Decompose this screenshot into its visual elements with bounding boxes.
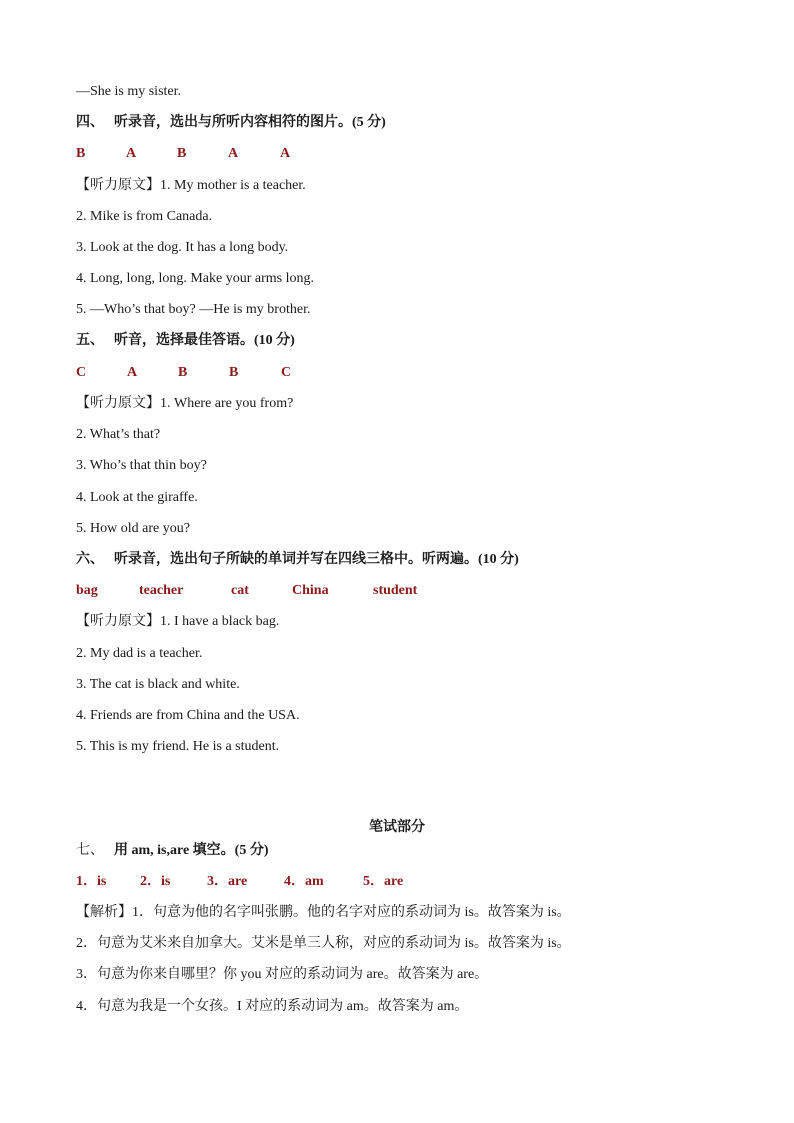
transcript-line: 3. The cat is black and white.	[76, 677, 240, 692]
answer: 2．is	[140, 874, 171, 889]
section5-number: 五、	[76, 333, 104, 348]
transcript-line: 5. This is my friend. He is a student.	[76, 739, 280, 754]
section4-heading	[76, 114, 386, 132]
section7-answers	[76, 873, 476, 891]
transcript-line: 4. Look at the giraffe.	[76, 490, 198, 505]
transcript-line: 3. Look at the dog. It has a long body.	[76, 240, 289, 255]
analysis-line: 3．句意为你来自哪里？你 you 对应的系动词为 are。故答案为 are。	[76, 967, 489, 982]
answer: B	[76, 146, 86, 161]
answer: student	[373, 583, 418, 598]
section4-title: 听录音，选出与所听内容相符的图片。(5 分)	[114, 115, 386, 130]
analysis-line: 4．句意为我是一个女孩。I 对应的系动词为 am。故答案为 am。	[76, 999, 469, 1014]
transcript-line: 2. My dad is a teacher.	[76, 646, 203, 661]
written-part-title: 笔试部分	[369, 820, 425, 835]
section6-heading	[76, 551, 519, 569]
transcript-line: 4. Friends are from China and the USA.	[76, 708, 300, 723]
answer: A	[228, 146, 239, 161]
section5-heading	[76, 332, 295, 350]
answer: teacher	[139, 583, 184, 598]
answer: B	[177, 146, 187, 161]
transcript-line: 【听力原文】1. Where are you from?	[76, 396, 294, 411]
transcript-line: 【听力原文】1. I have a black bag.	[76, 614, 280, 629]
section6-number: 六、	[76, 552, 104, 567]
answer: A	[127, 365, 138, 380]
analysis-line: 【解析】1．句意为他的名字叫张鹏。他的名字对应的系动词为 is。故答案为 is。	[76, 905, 571, 920]
section4-answers	[76, 145, 476, 163]
transcript-line: 2. What’s that?	[76, 427, 161, 442]
answer: 4．am	[284, 874, 324, 889]
section5-answers	[76, 364, 476, 382]
section7-heading	[76, 842, 269, 860]
section5-title: 听音，选择最佳答语。(10 分)	[114, 333, 295, 348]
answer: 1．is	[76, 874, 107, 889]
transcript-line: 5. —Who’s that boy? —He is my brother.	[76, 302, 311, 317]
answer: C	[76, 365, 87, 380]
answer: 5．are	[363, 874, 404, 889]
transcript-line: 4. Long, long, long. Make your arms long.	[76, 271, 314, 286]
answer: China	[292, 583, 329, 598]
answer: cat	[231, 583, 249, 598]
answer: bag	[76, 583, 98, 598]
transcript-line: 2. Mike is from Canada.	[76, 209, 213, 224]
answer: C	[281, 365, 292, 380]
answer: 3．are	[207, 874, 248, 889]
answer: A	[280, 146, 291, 161]
top-line: —She is my sister.	[76, 84, 182, 99]
transcript-line: 【听力原文】1. My mother is a teacher.	[76, 178, 306, 193]
answer: A	[126, 146, 137, 161]
section6-answers	[76, 582, 476, 600]
transcript-line: 5. How old are you?	[76, 521, 190, 536]
section4-number: 四、	[76, 115, 104, 130]
section6-title: 听录音，选出句子所缺的单词并写在四线三格中。听两遍。(10 分)	[114, 552, 519, 567]
section7-number: 七、	[76, 843, 104, 858]
answer: B	[178, 365, 188, 380]
analysis-line: 2．句意为艾米来自加拿大。艾米是单三人称，对应的系动词为 is。故答案为 is。	[76, 936, 571, 951]
answer: B	[229, 365, 239, 380]
transcript-line: 3. Who’s that thin boy?	[76, 458, 207, 473]
section7-title: 用 am, is,are 填空。(5 分)	[114, 843, 269, 858]
